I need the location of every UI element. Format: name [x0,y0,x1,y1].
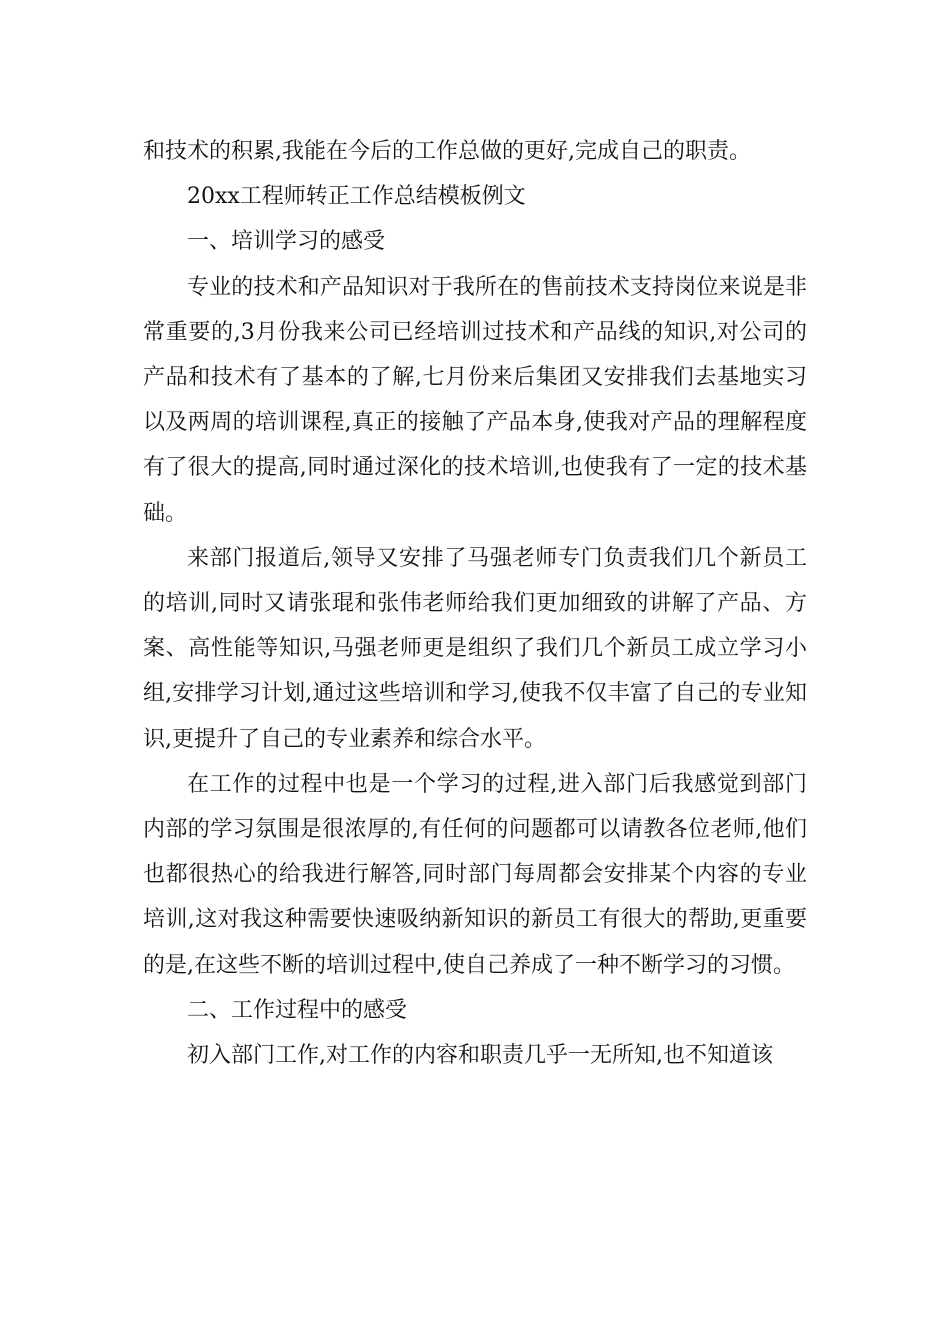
heading-work-process: 二、工作过程中的感受 [187,997,408,1023]
paragraph-continuation: 和技术的积累,我能在今后的工作总做的更好,完成自己的职责。 [143,139,751,164]
paragraph-professional-knowledge: 专业的技术和产品知识对于我所在的售前技术支持岗位来说是非常重要的,3月份我来公司已经培训过技术和产品线的知识,对公司的产品和技术有了基本的了解,七月份来后集团又安排我们去基地实习以及两周的培训课程,真正的接触了产品本身,使我对产品的理解程度有了很大的提高,同时通过深化的技术培训,也使我有了一定的技术基础。 [143,274,807,526]
paragraph-initial-work: 初入部门工作,对工作的内容和职责几乎一无所知,也不知道该 [187,1043,773,1069]
document-body [143,129,807,1078]
paragraph-department-training: 来部门报道后,领导又安排了马强老师专门负责我们几个新员工的培训,同时又请张琨和张伟老师给我们更加细致的讲解了产品、方案、高性能等知识,马强老师更是组织了我们几个新员工成立学习小组,安排学习计划,通过这些培训和学习,使我不仅丰富了自己的专业知识,更提升了自己的专业素养和综合水平。 [143,545,807,752]
paragraph-learning-process: 在工作的过程中也是一个学习的过程,进入部门后我感觉到部门内部的学习氛围是很浓厚的,有任何的问题都可以请教各位老师,他们也都很热心的给我进行解答,同时部门每周都会安排某个内容的专业培训,这对我这种需要快速吸纳新知识的新员工有很大的帮助,更重要的是,在这些不断的培训过程中,使自己养成了一种不断学习的习惯。 [143,771,807,978]
heading-training-learning: 一、培训学习的感受 [187,229,386,255]
section-title: 20xx工程师转正工作总结模板例文 [187,184,526,210]
